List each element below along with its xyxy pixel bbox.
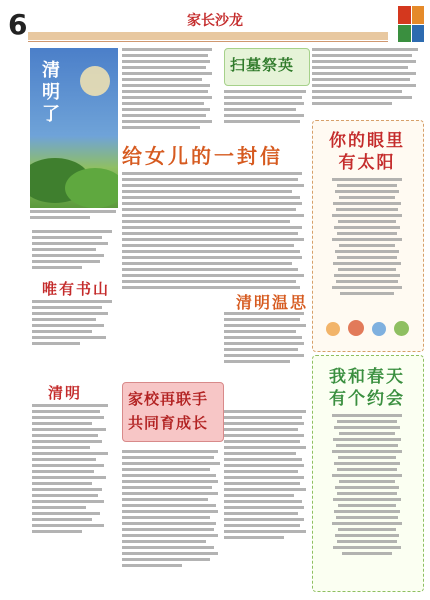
cover-title: 清明了 xyxy=(39,60,60,126)
left-poem-3-body xyxy=(32,404,116,536)
spring-flowers-body xyxy=(224,90,308,126)
center-col-top-body xyxy=(122,48,214,132)
masthead-divider xyxy=(28,41,388,42)
section-title: 家长沙龙 xyxy=(187,13,243,29)
heading-home-school: 家校再联手 xyxy=(128,390,209,408)
heading-spring-date: 我和春天 xyxy=(329,367,405,387)
heading-letter: 给女儿的一封信 xyxy=(122,144,283,168)
home-school-body xyxy=(122,450,222,570)
right-top-body xyxy=(312,48,422,108)
left-poem-2-body xyxy=(32,300,116,348)
newspaper-logo xyxy=(398,6,424,42)
center-right-body xyxy=(224,410,308,542)
children-illustration xyxy=(318,318,416,342)
heading-qingming: 清明温思 xyxy=(236,293,309,312)
heading-spring-date-2: 有个约会 xyxy=(329,389,405,409)
cover-caption xyxy=(30,210,118,220)
heading-left-poem-1: 唯有书山 xyxy=(42,280,111,298)
qingming-illustration xyxy=(30,48,118,208)
heading-spring-flowers: 扫墓祭英 xyxy=(230,56,295,74)
heading-home-school-2: 共同育成长 xyxy=(128,414,209,432)
qingming-body xyxy=(224,312,308,366)
heading-sun-2: 有太阳 xyxy=(338,153,396,173)
heading-left-poem-2: 清明 xyxy=(48,384,83,402)
spring-date-poem-body xyxy=(322,414,412,558)
masthead-band xyxy=(28,32,388,40)
letter-body xyxy=(122,172,306,292)
page-number: 6 xyxy=(8,8,28,41)
sun-poem-body xyxy=(322,178,412,298)
heading-sun: 你的眼里 xyxy=(329,131,405,151)
left-poem-1-body xyxy=(32,230,116,272)
